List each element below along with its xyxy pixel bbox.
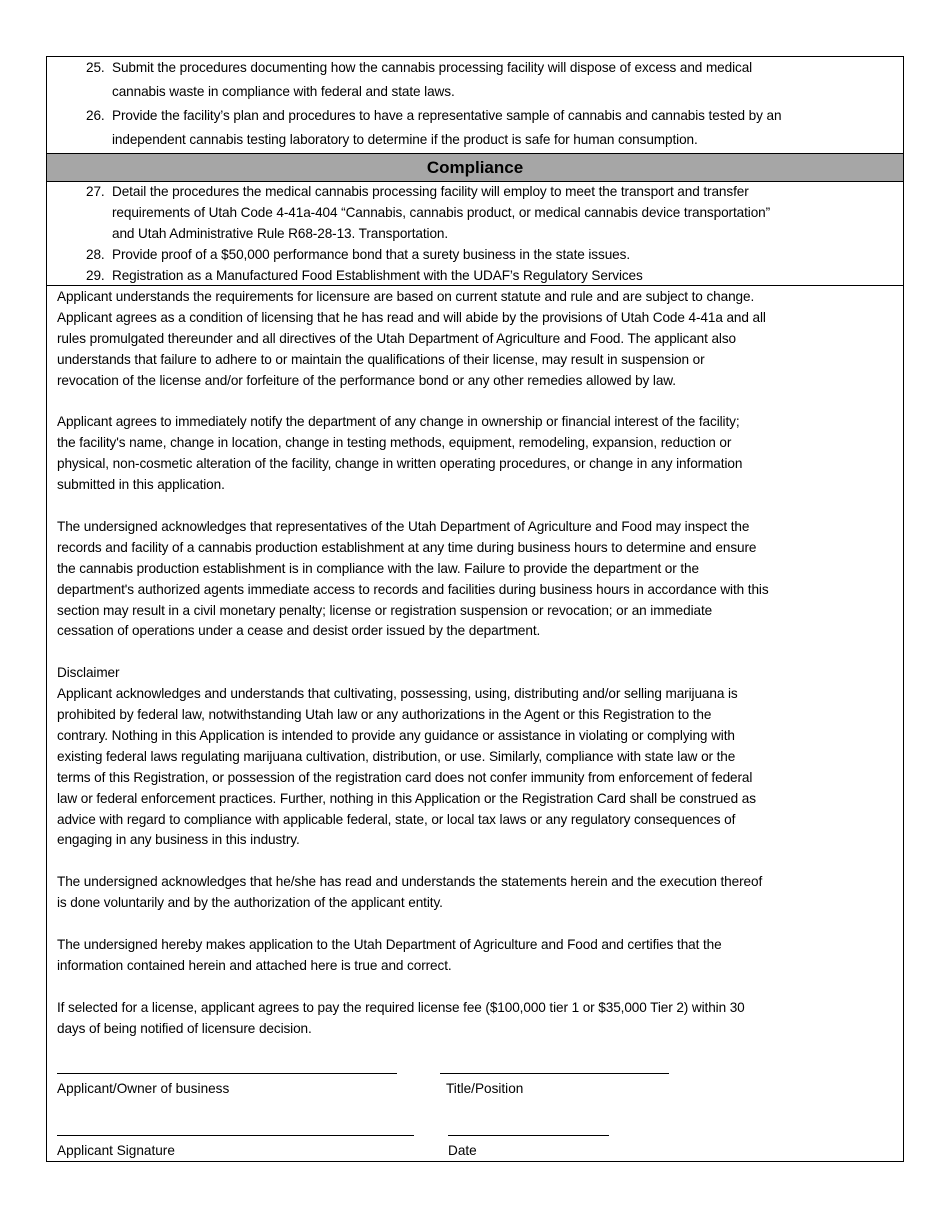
item-text: independent cannabis testing laboratory to determine if the product is safe for human consumption.: [112, 132, 698, 147]
paragraph-line: section may result in a civil monetary penalty; license or registration suspension or revocation; or an immediate: [57, 602, 713, 618]
paragraph-line: If selected for a license, applicant agrees to pay the required license fee ($100,000 tier 1 or $35,000 Tier 2) within 30: [57, 999, 745, 1015]
title-label: Title/Position: [446, 1081, 524, 1096]
paragraph-line: submitted in this application.: [57, 477, 225, 493]
paragraph-line: days of being notified of licensure decision.: [57, 1020, 312, 1036]
paragraph-line: terms of this Registration, or possession of the registration card does not confer immunity from enforcement of federal: [57, 769, 753, 785]
title-signature-line[interactable]: [440, 1073, 669, 1074]
paragraph-line: law or federal enforcement practices. Further, nothing in this Application or the Registration Card shall be construed as: [57, 790, 756, 806]
application-form: [46, 56, 904, 1162]
paragraph-line: existing federal laws regulating marijuana cultivation, distribution, or use. Similarly, compliance with state law or the: [57, 748, 736, 764]
paragraph-line: Applicant understands the requirements for licensure are based on current statute and rule and are subject to change.: [57, 289, 755, 304]
date-label: Date: [448, 1143, 477, 1158]
paragraph-line: understands that failure to adhere to or maintain the qualifications of their license, may result in suspension or: [57, 351, 705, 367]
paragraph-line: Applicant agrees as a condition of licensing that he has read and will abide by the provisions of Utah Code 4-41a and all: [57, 309, 766, 325]
paragraph-line: department's authorized agents immediate access to records and facilities during business hours in accordance with this: [57, 581, 769, 597]
item-number: 28.: [86, 247, 105, 262]
paragraph-line: the facility's name, change in location, change in testing methods, equipment, remodeling, expansion, reduction or: [57, 435, 732, 451]
date-line[interactable]: [448, 1135, 609, 1136]
paragraph-line: physical, non-cosmetic alteration of the facility, change in written operating procedures, or change in any information: [57, 456, 743, 472]
item-text: Provide the facility’s plan and procedures to have a representative sample of cannabis and cannabis tested by an: [112, 108, 782, 123]
divider: [47, 285, 903, 286]
paragraph-line: cessation of operations under a cease and desist order issued by the department.: [57, 623, 541, 639]
paragraph-line: contrary. Nothing in this Application is intended to provide any guidance or assistance in violating or complying with: [57, 727, 735, 743]
signature-label: Applicant Signature: [57, 1143, 175, 1158]
item-text: Submit the procedures documenting how the cannabis processing facility will dispose of excess and medical: [112, 60, 753, 75]
item-text: Detail the procedures the medical cannabis processing facility will employ to meet the transport and transfer: [112, 184, 749, 199]
item-text: and Utah Administrative Rule R68-28-13. Transportation.: [112, 226, 449, 241]
paragraph-line: the cannabis production establishment is in compliance with the law. Failure to provide the department or the: [57, 560, 699, 576]
item-number: 26.: [86, 108, 105, 123]
paragraph-line: is done voluntarily and by the authorization of the applicant entity.: [57, 895, 443, 911]
owner-signature-line[interactable]: [57, 1073, 397, 1074]
item-text: requirements of Utah Code 4-41a-404 “Cannabis, cannabis product, or medical cannabis device transportation”: [112, 205, 771, 220]
item-text: Provide proof of a $50,000 performance bond that a surety business in the state issues.: [112, 247, 630, 262]
paragraph-line: revocation of the license and/or forfeiture of the performance bond or any other remedies allowed by law.: [57, 372, 676, 388]
paragraph-line: engaging in any business in this industry.: [57, 832, 300, 848]
paragraph-line: records and facility of a cannabis production establishment at any time during business hours to determine and ensure: [57, 539, 757, 555]
disclaimer-heading: Disclaimer: [57, 665, 120, 681]
paragraph-line: The undersigned hereby makes application to the Utah Department of Agriculture and Food and certifies that the: [57, 936, 722, 952]
paragraph-line: prohibited by federal law, notwithstanding Utah law or any authorizations in the Agent or this Registration to the: [57, 707, 712, 722]
item-text: cannabis waste in compliance with federal and state laws.: [112, 84, 455, 99]
item-number: 27.: [86, 184, 105, 199]
applicant-signature-line[interactable]: [57, 1135, 414, 1136]
paragraph-line: advice with regard to compliance with applicable federal, state, or local tax laws or any regulatory consequences of: [57, 811, 736, 827]
paragraph-line: Applicant acknowledges and understands that cultivating, possessing, using, distributing and/or selling marijuana is: [57, 686, 738, 702]
paragraph-line: The undersigned acknowledges that representatives of the Utah Department of Agriculture and Food may inspect the: [57, 518, 750, 534]
paragraph-line: Applicant agrees to immediately notify the department of any change in ownership or financial interest of the facility;: [57, 414, 740, 430]
section-header-compliance: Compliance: [47, 153, 903, 182]
item-number: 25.: [86, 60, 105, 75]
item-number: 29.: [86, 268, 105, 283]
paragraph-line: The undersigned acknowledges that he/she has read and understands the statements herein and the execution thereof: [57, 874, 763, 890]
owner-label: Applicant/Owner of business: [57, 1081, 230, 1096]
item-text: Registration as a Manufactured Food Establishment with the UDAF’s Regulatory Services: [112, 268, 643, 283]
paragraph-line: rules promulgated thereunder and all directives of the Utah Department of Agriculture and Food. The applicant also: [57, 330, 737, 346]
paragraph-line: information contained herein and attached here is true and correct.: [57, 957, 452, 973]
